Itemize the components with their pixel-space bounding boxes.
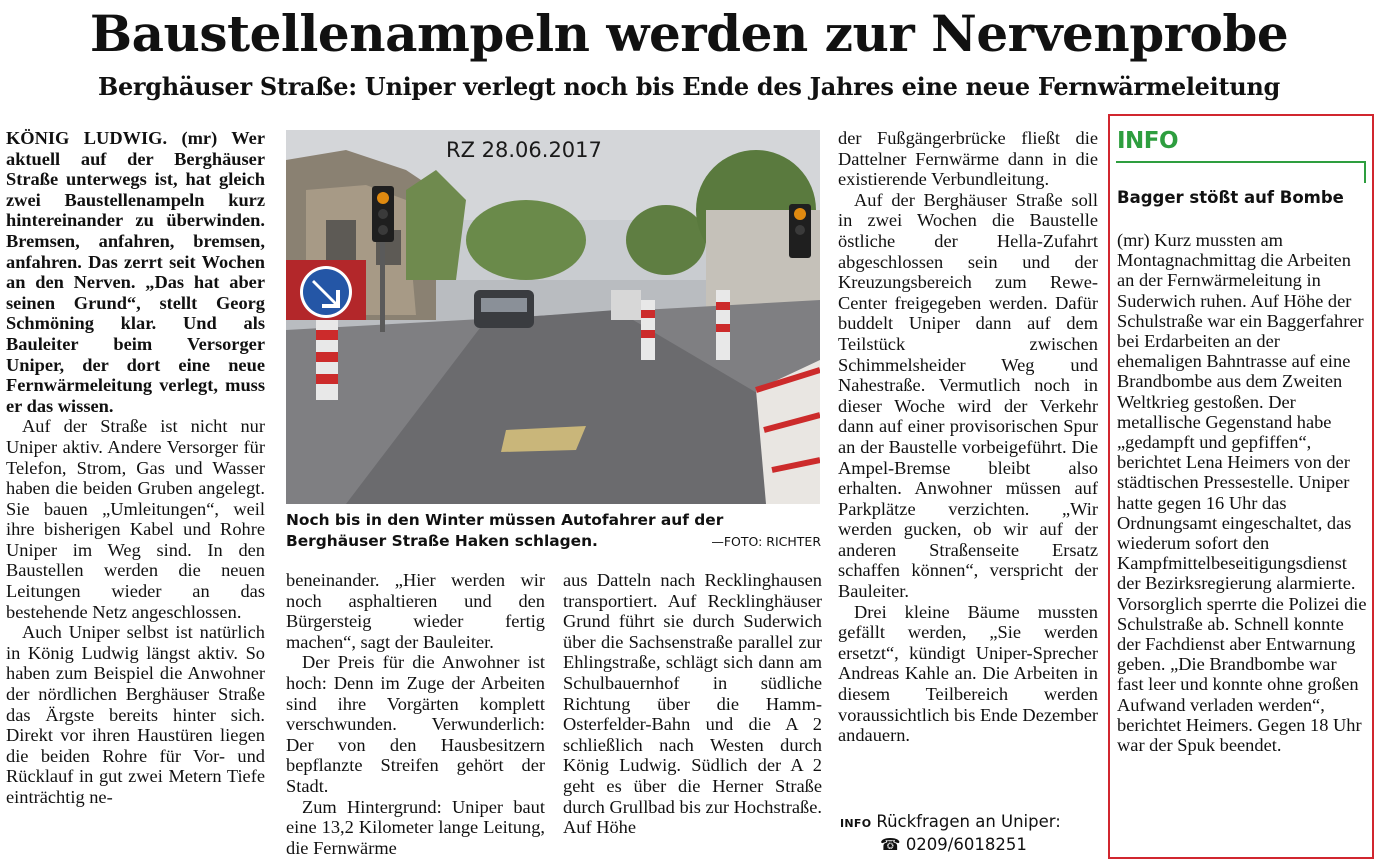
info-box-title: INFO [1117,128,1179,154]
photo-credit: —FOTO: RICHTER [711,534,821,549]
info-box-heading: Bagger stößt auf Bombe [1117,188,1344,207]
article-lead-paragraph: KÖNIG LUDWIG. (mr) Wer aktuell auf der Berghäuser Straße unterwegs ist, hat gleich zwei Baustellenampeln kurz hintereinander zu überwinden. Bremsen, anfahren, bremsen, anfahren. Das zerrt seit Wochen an den Nerven. „Das hat aber seinen Grund“, stellt Georg Schmöning klar. Und als Bauleiter beim Versorger Uniper, der dort eine neue Fernwärmeleitung verlegt, muss er das wissen. [6,128,265,416]
info-box-rule [1174,161,1366,163]
phone-icon: ☎ [880,835,901,854]
info-box-rule [1364,161,1366,183]
info-box-body: (mr) Kurz mussten am Montagnachmittag die Arbeiten an der Fernwärmeleitung in Suderwich ruhen. Auf Höhe der Schulstraße war ein Baggerfahrer bei Erdarbeiten an der ehemaligen Bahntrasse auf eine Brandbombe aus dem Zweiten Weltkrieg gestoßen. Der metallische Gegenstand habe „gedampft und gepfiffen“, berichtet Lena Heimers von der städtischen Pressestelle. Uniper hatte gegen 16 Uhr das Ordnungsamt eingeschaltet, das wiederum sofort den Kampfmittelbeseitigungsdienst der Bezirksregierung alarmierte. Vorsorglich sperrte die Polizei die Schulstraße ab. Schnell konnte der Fachdienst aber Entwarnung geben. „Die Brandbombe war fast leer und konnte ohne großen Aufwand verladen werden“, berichtet Heimers. Gegen 18 Uhr war der Spuk beendet. [1117,230,1367,756]
article-column-1 [6,128,265,808]
photo-date-stamp: RZ 28.06.2017 [446,138,602,162]
photo-caption: Noch bis in den Winter müssen Autofahrer auf der Berghäuser Straße Haken schlagen. [286,511,724,550]
article-paragraph: beneinander. „Hier werden wir noch asphaltieren und den Bürgersteig wieder fertig machen“, sagt der Bauleiter. [286,570,545,652]
info-box-rule [1116,161,1174,163]
article-column-4 [838,128,1098,746]
subheadline: Berghäuser Straße: Uniper verlegt noch bis Ende des Jahres eine neue Fernwärmeleitung [97,72,1281,101]
article-paragraph: Drei kleine Bäume mussten gefällt werden, „Sie werden ersetzt“, kündigt Uniper-Sprecher Andreas Kahle an. Die Arbeiten in diesem Teilbereich werden voraussichtlich bis Ende Dezember andauern. [838,601,1098,746]
article-photo [286,130,820,504]
article-paragraph: der Fußgängerbrücke fließt die Dattelner Fernwärme dann in die existierende Verbundleitung. [838,128,1098,190]
contact-info [840,811,1100,855]
article-paragraph: aus Datteln nach Recklinghausen transportiert. Auf Recklinghäuser Grund führt sie durch Suderwich über die Sachsenstraße parallel zur Ehlingstraße, schlägt sich dann am Schulbauernhof in südliche Richtung über die Hamm-Osterfelder-Bahn und die A 2 schließlich nach Westen durch König Ludwig. Südlich der A 2 geht es über die Herner Straße durch Grullbad bis zur Hochstraße. Auf Höhe [563,570,822,838]
contact-info-tag: INFO [840,817,872,830]
article-paragraph: Auf der Berghäuser Straße soll in zwei Wochen die Baustelle östliche der Hella-Zufahrt abgeschlossen sein und der Kreuzungsbereich zum Rewe-Center freigegeben werden. Dafür buddelt Uniper dann auf dem Teilstück zwischen Schimmelsheider Weg und Nahestraße. Vermutlich noch in dieser Woche wird der Verkehr dann auf einer provisorischen Spur an der Baustelle vorbeigeführt. Die Ampel-Bremse bleibt also erhalten. Anwohner müssen auf Parkplätze verzichten. „Wir werden gucken, ob wir auf der anderen Straßenseite Ersatz schaffen können“, verspricht der Bauleiter. [838,189,1098,602]
contact-phone [840,834,1100,855]
article-paragraph: Der Preis für die Anwohner ist hoch: Denn im Zuge der Arbeiten sind ihre Vorgärten komplett verschwunden. Verwunderlich: Der von den Hausbesitzern bepflanzte Streifen gehört der Stadt. [286,652,545,796]
headline: Baustellenampeln werden zur Nervenprobe [89,4,1289,63]
street-construction-photo [286,130,820,504]
article-column-3 [563,570,822,838]
article-paragraph: Zum Hintergrund: Uniper baut eine 13,2 Kilometer lange Leitung, die Fernwärme [286,796,545,858]
article-paragraph: Auch Uniper selbst ist natürlich in König Ludwig längst aktiv. So haben zum Beispiel die Anwohner der nördlichen Berghäuser Straße das Ärgste bereits hinter sich. Direkt vor ihren Haustüren liegen die beiden Rohre für Vor- und Rücklauf in gut zwei Metern Tiefe einträchtig ne- [6,622,265,807]
info-box [1108,114,1374,859]
article-column-2 [286,570,545,858]
contact-info-text: Rückfragen an Uniper: [876,812,1061,831]
article-paragraph: Auf der Straße ist nicht nur Uniper aktiv. Andere Versorger für Telefon, Strom, Gas und Wasser haben die beiden Gruben angelegt. Sie bauen „Umleitungen“, weil ihre bisherigen Kabel und Rohre Uniper im Weg sind. In den Baustellen werden die neuen Leitungen wieder an das bestehende Netz angeschlossen. [6,416,265,622]
contact-phone-number: 0209/6018251 [905,835,1027,854]
